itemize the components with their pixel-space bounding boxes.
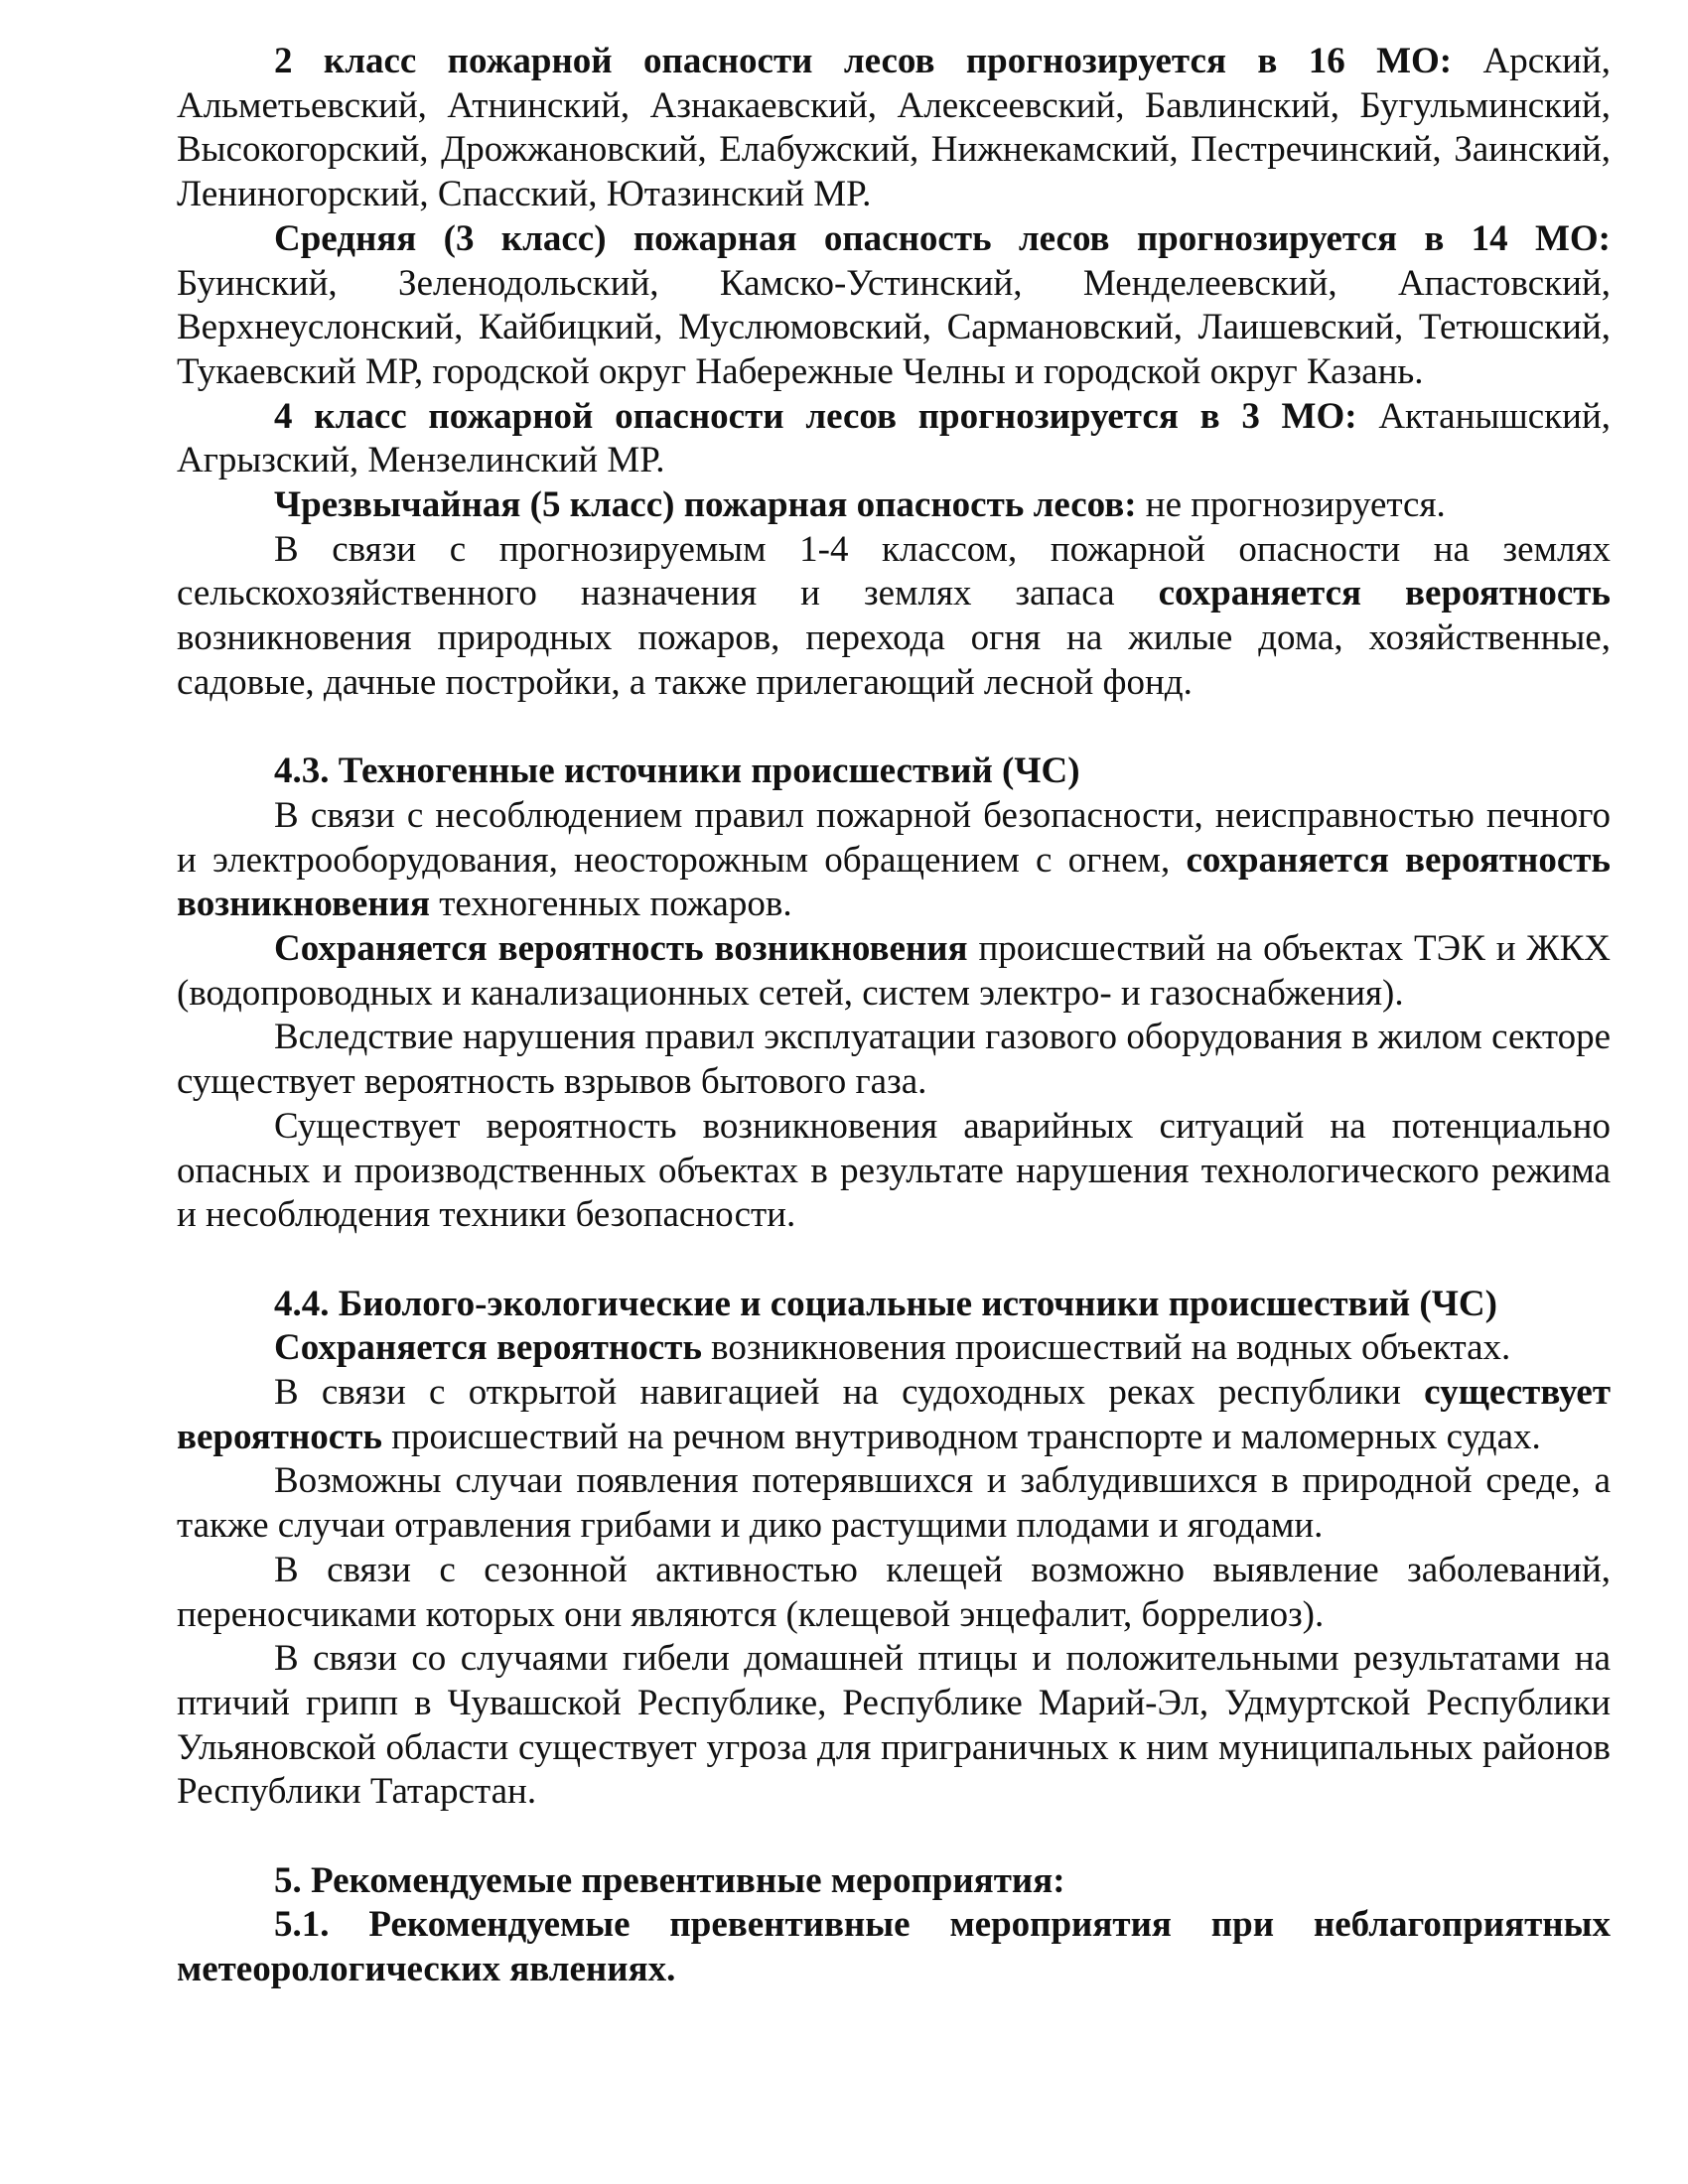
forest-class2-lead: 2 класс пожарной опасности лесов прогнозируется в 16 МО: bbox=[274, 41, 1453, 81]
section-43-heading-text: 4.3. Техногенные источники происшествий (ЧС) bbox=[274, 751, 1080, 792]
section-44-heading bbox=[177, 1283, 1611, 1327]
section-44-paragraph-5: В связи со случаями гибели домашней птицы и положительными результатами на птичий грипп в Чувашской Республике, Республике Марий-Эл, Удмуртской Республики Ульяновской области существует угроза для приграничных к ним муниципальных районов Республики Татарстан. bbox=[177, 1638, 1611, 1813]
forest-class2-text: Арский, Альметьевский, Атнинский, Азнакаевский, Алексеевский, Бавлинский, Бугульминский, Высокогорский, Дрожжановский, Елабужский, Нижнекамский, Пестречинский, Заинский, Лениногорский, Спасский, Ютазинский МР. bbox=[177, 41, 1611, 215]
section-44-heading-text: 4.4. Биолого-экологические и социальные источники происшествий (ЧС) bbox=[274, 1283, 1497, 1324]
section-5-heading-text: 5. Рекомендуемые превентивные мероприятия: bbox=[274, 1859, 1065, 1901]
section-44-p2-text: В связи с открытой навигацией на судоходных реках республики bbox=[274, 1372, 1425, 1414]
forest-class5-text: не прогнозируется. bbox=[1136, 484, 1446, 526]
section-43-p2-text: происшествий на объектах ТЭК и ЖКХ (водопроводных и канализационных сетей, систем электро- и газоснабжения). bbox=[177, 928, 1611, 1014]
section-43-p1-text: В связи с несоблюдением правил пожарной безопасности, неисправностью печного и электрооборудования, неосторожным обращением с огнем, bbox=[177, 794, 1611, 881]
section-43-paragraph-1 bbox=[177, 794, 1611, 927]
section-44-paragraph-4: В связи с сезонной активностью клещей возможно выявление заболеваний, переносчиками которых они являются (клещевой энцефалит, боррелиоз). bbox=[177, 1549, 1611, 1635]
document-page bbox=[177, 40, 1611, 1992]
section-44-paragraph-1 bbox=[177, 1326, 1611, 1371]
section-43-paragraph-3: Вследствие нарушения правил эксплуатации газового оборудования в жилом секторе существует вероятность взрывов бытового газа. bbox=[177, 1017, 1611, 1103]
section-43-heading bbox=[177, 750, 1611, 794]
spacer bbox=[177, 1238, 1611, 1283]
spacer bbox=[177, 1815, 1611, 1859]
forest-class4-paragraph bbox=[177, 395, 1611, 483]
section-43-paragraph-2 bbox=[177, 927, 1611, 1016]
section-44-p1-bold: Сохраняется вероятность bbox=[274, 1327, 702, 1369]
section-43-p1-end: техногенных пожаров. bbox=[430, 884, 792, 925]
section-43-p2-bold: Сохраняется вероятность возникновения bbox=[274, 928, 968, 970]
section-43-p1-bold: сохраняется вероятность возникновения bbox=[177, 839, 1612, 925]
section-51-heading-text: 5.1. Рекомендуемые превентивные мероприятия при неблагоприятных метеорологических явлениях. bbox=[177, 1904, 1611, 1990]
section-5-heading bbox=[177, 1859, 1611, 1904]
section-44-paragraph-2 bbox=[177, 1371, 1611, 1459]
forest-class4-text: Актанышский, Агрызский, Мензелинский МР. bbox=[177, 395, 1611, 481]
section-44-paragraph-3: Возможны случаи появления потерявшихся и заблудившихся в природной среде, а также случаи отравления грибами и дико растущими плодами и ягодами. bbox=[177, 1460, 1611, 1547]
section-43-paragraph-4: Существует вероятность возникновения аварийных ситуаций на потенциально опасных и производственных объектах в результате нарушения технологического режима и несоблюдения техники безопасности. bbox=[177, 1105, 1611, 1236]
forest-class3-paragraph bbox=[177, 217, 1611, 395]
forest-class3-lead: Средняя (3 класс) пожарная опасность лесов прогнозируется в 14 МО: bbox=[274, 217, 1611, 259]
section-44-p2-bold: существует вероятность bbox=[177, 1372, 1611, 1457]
agri-text-1: В связи с прогнозируемым 1-4 классом, пожарной опасности на землях сельскохозяйственного назначения и землях запаса bbox=[177, 528, 1611, 614]
agri-land-paragraph bbox=[177, 528, 1611, 706]
agri-bold: сохраняется вероятность bbox=[1158, 573, 1611, 614]
forest-class5-paragraph bbox=[177, 483, 1611, 528]
section-44-p1-text: возникновения происшествий на водных объектах. bbox=[701, 1327, 1511, 1369]
spacer bbox=[177, 706, 1611, 751]
section-51-heading bbox=[177, 1903, 1611, 1991]
agri-text-2: возникновения природных пожаров, перехода огня на жилые дома, хозяйственные, садовые, дачные постройки, а также прилегающий лесной фонд. bbox=[177, 617, 1611, 703]
forest-class5-lead: Чрезвычайная (5 класс) пожарная опасность лесов: bbox=[274, 484, 1137, 526]
forest-class3-text: Буинский, Зеленодольский, Камско-Устинский, Менделеевский, Апастовский, Верхнеуслонский, Кайбицкий, Муслюмовский, Сармановский, Лаишевский, Тетюшский, Тукаевский МР, городской округ Набережные Челны и городской округ Казань. bbox=[177, 262, 1611, 392]
forest-class2-paragraph bbox=[177, 40, 1611, 217]
section-44-p2-end: происшествий на речном внутриводном транспорте и маломерных судах. bbox=[381, 1416, 1541, 1457]
forest-class4-lead: 4 класс пожарной опасности лесов прогнозируется в 3 МО: bbox=[274, 395, 1357, 437]
